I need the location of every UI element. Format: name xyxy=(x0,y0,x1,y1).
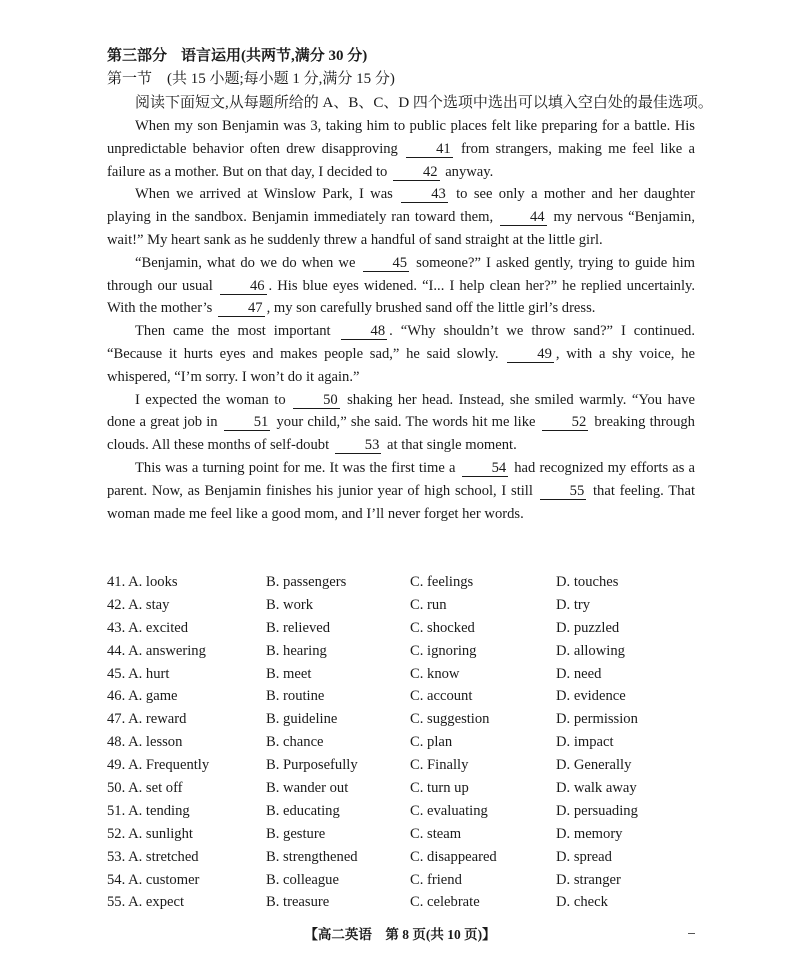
passage-paragraph xyxy=(107,115,695,183)
passage-paragraph xyxy=(107,320,695,388)
option-a: 55. A. expect xyxy=(107,894,185,911)
passage-paragraph xyxy=(107,252,695,320)
cloze-passage xyxy=(107,115,695,525)
passage-text: from strangers, making me feel like a failure as a mother. But on that day, I decided to xyxy=(107,140,695,180)
option-row xyxy=(107,640,707,663)
option-d: D. evidence xyxy=(556,688,626,705)
option-b: B. strengthened xyxy=(266,848,358,865)
option-a: 48. A. lesson xyxy=(107,734,183,751)
passage-text: , with a shy voice, he whispered, “I’m sorry. I won’t do it again.” xyxy=(107,345,695,385)
option-a: 50. A. set off xyxy=(107,779,183,796)
blank-53: 53 xyxy=(335,438,382,454)
option-a: 54. A. customer xyxy=(107,871,200,888)
part-title: 语言运用(共两节,满分 30 分) xyxy=(181,48,368,64)
option-a: 45. A. hurt xyxy=(107,665,170,682)
blank-49: 49 xyxy=(507,347,554,363)
option-b: B. relieved xyxy=(266,619,331,636)
option-row xyxy=(107,891,707,914)
option-a: 52. A. sunlight xyxy=(107,825,193,842)
option-d: D. try xyxy=(556,596,591,613)
blank-51: 51 xyxy=(224,415,271,431)
passage-text: , my son carefully brushed sand off the little girl’s dress. xyxy=(266,300,596,317)
option-b: B. educating xyxy=(266,802,340,819)
option-b: B. work xyxy=(266,596,314,613)
option-c: C. plan xyxy=(410,734,453,751)
option-d: D. touches xyxy=(556,573,619,590)
option-row xyxy=(107,823,707,846)
passage-paragraph xyxy=(107,389,695,457)
passage-text: anyway. xyxy=(441,163,494,180)
option-a: 43. A. excited xyxy=(107,619,189,636)
blank-50: 50 xyxy=(293,393,340,409)
passage-text: I expected the woman to xyxy=(135,391,292,408)
passage-text: my nervous “Benjamin, wait!” My heart sank as he suddenly threw a handful of sand straight at the little girl. xyxy=(107,209,696,248)
section-heading: 第一节 (共 15 小题;每小题 1 分,满分 15 分) xyxy=(107,71,395,87)
option-d: D. check xyxy=(556,894,608,911)
option-a: 51. A. tending xyxy=(107,802,190,819)
option-c: C. friend xyxy=(410,871,462,888)
passage-text: . His blue eyes widened. “I... I help clean her?” he replied uncertainly. With the mother’s xyxy=(107,277,695,317)
passage-paragraph xyxy=(107,183,695,251)
option-d: D. walk away xyxy=(556,779,637,796)
option-b: B. gesture xyxy=(266,825,326,842)
option-c: C. evaluating xyxy=(410,802,488,819)
option-d: D. allowing xyxy=(556,642,625,659)
option-a: 44. A. answering xyxy=(107,642,206,659)
corner-mark xyxy=(688,933,695,934)
option-row xyxy=(107,731,707,754)
option-c: C. know xyxy=(410,665,460,682)
option-a: 41. A. looks xyxy=(107,573,178,590)
option-a: 49. A. Frequently xyxy=(107,757,210,774)
option-c: C. disappeared xyxy=(410,848,497,865)
passage-text: This was a turning point for me. It was the first time a xyxy=(135,459,460,476)
option-row xyxy=(107,685,707,708)
part-number: 第三部分 xyxy=(107,48,168,64)
option-d: D. persuading xyxy=(556,802,638,819)
blank-44: 44 xyxy=(500,210,547,226)
passage-text: breaking through clouds. All these months of self-doubt xyxy=(107,414,695,454)
option-c: C. turn up xyxy=(410,779,469,796)
option-row xyxy=(107,594,707,617)
passage-text: your child,” she said. The words hit me like xyxy=(272,414,540,431)
option-b: B. wander out xyxy=(266,779,349,796)
option-b: B. meet xyxy=(266,665,312,682)
option-row xyxy=(107,754,707,777)
option-row xyxy=(107,663,707,686)
blank-43: 43 xyxy=(401,187,448,203)
option-b: B. Purposefully xyxy=(266,757,358,774)
option-row xyxy=(107,617,707,640)
passage-text: that feeling. That woman made me feel like a good mom, and I’ll never forget her words. xyxy=(107,482,696,522)
blank-48: 48 xyxy=(341,324,388,340)
passage-paragraph xyxy=(107,457,695,525)
option-d: D. stranger xyxy=(556,871,621,888)
instruction-text: 阅读下面短文,从每题所给的 A、B、C、D 四个选项中选出可以填入空白处的最佳选项。 xyxy=(135,95,713,111)
option-c: C. steam xyxy=(410,825,462,842)
option-b: B. treasure xyxy=(266,894,330,911)
answer-options xyxy=(107,571,707,914)
part-heading xyxy=(107,46,367,66)
blank-47: 47 xyxy=(218,301,265,317)
blank-46: 46 xyxy=(220,279,267,295)
option-d: D. permission xyxy=(556,711,638,728)
option-b: B. chance xyxy=(266,734,324,751)
passage-text: “Benjamin, what do we do when we xyxy=(135,254,361,271)
option-d: D. puzzled xyxy=(556,619,620,636)
option-c: C. suggestion xyxy=(410,711,490,728)
passage-text: to see only a mother and her daughter playing in the sandbox. Benjamin immediately ran toward them, xyxy=(107,186,695,226)
option-c: C. Finally xyxy=(410,757,469,774)
blank-41: 41 xyxy=(406,142,453,158)
passage-text: Then came the most important xyxy=(135,323,339,340)
option-c: C. run xyxy=(410,596,447,613)
option-row xyxy=(107,846,707,869)
option-row xyxy=(107,869,707,892)
option-row xyxy=(107,571,707,594)
option-a: 53. A. stretched xyxy=(107,848,199,865)
option-c: C. feelings xyxy=(410,573,474,590)
option-b: B. colleague xyxy=(266,871,339,888)
passage-text: had recognized my efforts as a parent. Now, as Benjamin finishes his junior year of high school, I still xyxy=(107,459,695,499)
blank-45: 45 xyxy=(363,256,410,272)
passage-text: When we arrived at Winslow Park, I was xyxy=(135,186,400,203)
page-footer: 【高二英语 第 8 页(共 10 页)】 xyxy=(304,927,496,942)
option-d: D. impact xyxy=(556,734,614,751)
option-d: D. Generally xyxy=(556,757,632,774)
passage-text: shaking her head. Instead, she smiled warmly. “You have done a great job in xyxy=(107,391,695,431)
passage-text: at that single moment. xyxy=(383,437,517,454)
blank-42: 42 xyxy=(393,165,440,181)
passage-text: When my son Benjamin was 3, taking him to public places felt like preparing for a battle. His unpredictable behavior often drew disapproving xyxy=(107,118,695,157)
option-b: B. passengers xyxy=(266,573,347,590)
option-d: D. need xyxy=(556,665,602,682)
option-c: C. account xyxy=(410,688,473,705)
option-a: 47. A. reward xyxy=(107,711,187,728)
option-b: B. routine xyxy=(266,688,325,705)
option-c: C. celebrate xyxy=(410,894,480,911)
blank-54: 54 xyxy=(462,461,509,477)
option-a: 42. A. stay xyxy=(107,596,170,613)
passage-text: someone?” I asked gently, trying to guide him through our usual xyxy=(107,254,696,294)
option-d: D. spread xyxy=(556,848,612,865)
passage-text: . “Why shouldn’t we throw sand?” I continued. “Because it hurts eyes and makes people sad,” he said slowly. xyxy=(107,323,695,362)
option-d: D. memory xyxy=(556,825,623,842)
option-a: 46. A. game xyxy=(107,688,178,705)
blank-52: 52 xyxy=(542,415,589,431)
option-b: B. hearing xyxy=(266,642,327,659)
option-row xyxy=(107,800,707,823)
option-c: C. shocked xyxy=(410,619,475,636)
option-b: B. guideline xyxy=(266,711,338,728)
option-c: C. ignoring xyxy=(410,642,477,659)
blank-55: 55 xyxy=(540,484,587,500)
option-row xyxy=(107,708,707,731)
option-row xyxy=(107,777,707,800)
